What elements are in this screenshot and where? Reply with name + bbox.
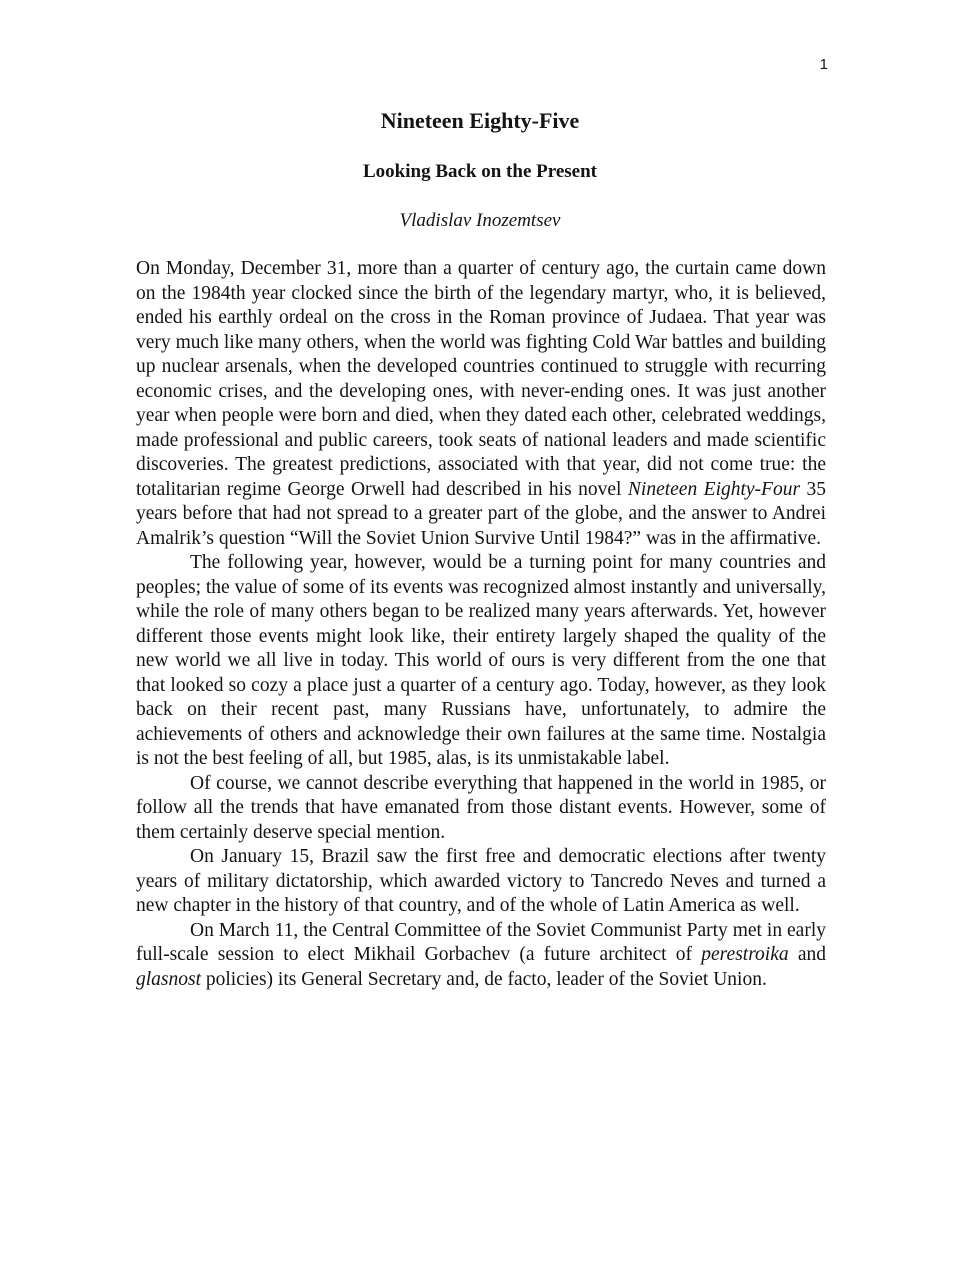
article-body	[136, 257, 826, 992]
paragraph-2: The following year, however, would be a turning point for many countries and peoples; the value of some of its events was recognized almost instantly and universally, while the role of many others began to be realized many years afterwards. Yet, however different those events might look like, their entirety largely shaped the quality of the new world we all live in today. This world of ours is very different from the one that that looked so cozy a place just a quarter of a century ago. Today, however, as they look back on their recent past, many Russians have, unfortunately, to admire the achievements of others and acknowledge their own failures at the same time. Nostalgia is not the best feeling of all, but 1985, alas, is its unmistakable label.	[136, 552, 826, 769]
paragraph-5-text-a: On March 11, the Central Committee of the Soviet Communist Party met in early full-scale session to elect Mikhail Gorbachev (a future architect of	[136, 919, 826, 965]
paragraph-4: On January 15, Brazil saw the first free and democratic elections after twenty years of military dictatorship, which awarded victory to Tancredo Neves and turned a new chapter in the history of that country, and of the whole of Latin America as well.	[136, 846, 826, 916]
term-perestroika: perestroika	[701, 944, 789, 965]
page-number: 1	[819, 56, 828, 73]
document-title: Nineteen Eighty-Five	[380, 108, 580, 133]
paragraph-1-text-b: 35 years before that had not spread to a greater part of the globe, and the answer to Andrei Amalrik’s question “Will the Soviet Union Survive Until 1984?” was in the affirmative.	[136, 478, 827, 549]
author-name: Vladislav Inozemtsev	[399, 210, 561, 231]
paragraph-1-text-a: On Monday, December 31, more than a quarter of century ago, the curtain came down on the 1984th year clocked since the birth of the legendary martyr, who, it is believed, ended his earthly ordeal on the cross in the Roman province of Judaea. That year was very much like many others, when the world was fighting Cold War battles and building up nuclear arsenals, when the developed countries continued to struggle with recurring economic crises, and the developing ones, with never-ending ones. It was just another year when people were born and died, when they dated each other, celebrated weddings, made professional and public careers, took seats of national leaders and made scientific discoveries. The greatest predictions, associated with that year, did not come true: the totalitarian regime George Orwell had described in his novel	[136, 258, 826, 500]
term-glasnost: glasnost	[136, 968, 202, 990]
novel-title: Nineteen Eighty-Four	[627, 478, 801, 500]
paragraph-5-text-b: policies) its General Secretary and, de facto, leader of the Soviet Union.	[201, 968, 767, 990]
paragraph-1	[136, 257, 826, 551]
document-subtitle: Looking Back on the Present	[362, 161, 597, 182]
paragraph-5	[136, 919, 826, 993]
paragraph-3: Of course, we cannot describe everything that happened in the world in 1985, or follow all the trends that have emanated from those distant events. However, some of them certainly deserve special mention.	[136, 772, 826, 843]
paragraph-5-conjunction: and	[788, 944, 827, 965]
